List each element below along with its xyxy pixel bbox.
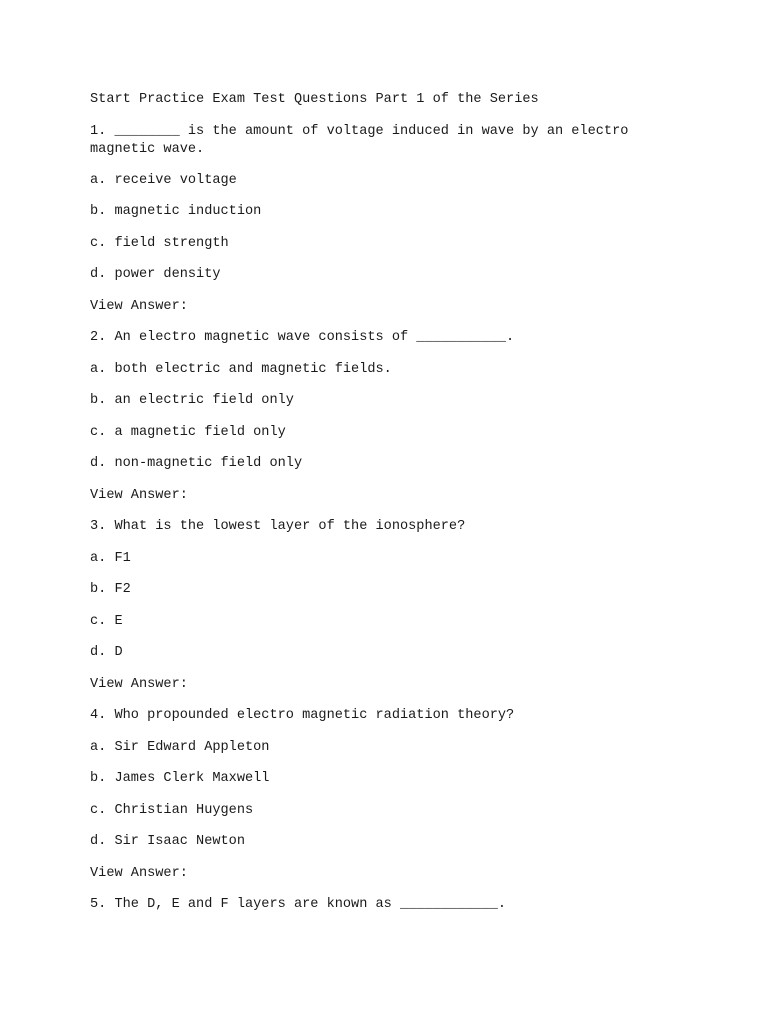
q3-option-c: c. E	[90, 613, 123, 629]
q1-option-a: a. receive voltage	[90, 172, 237, 188]
q3-view-answer[interactable]: View Answer:	[90, 676, 188, 692]
q1-option-c: c. field strength	[90, 235, 229, 251]
q4-view-answer[interactable]: View Answer:	[90, 865, 188, 881]
question-2: 2. An electro magnetic wave consists of ___________.	[90, 330, 515, 345]
question-5: 5. The D, E and F layers are known as ____________.	[90, 897, 507, 912]
q4-option-c: c. Christian Huygens	[90, 802, 254, 818]
q3-option-a: a. F1	[90, 550, 131, 566]
document-page	[90, 91, 690, 928]
q1-option-b: b. magnetic induction	[90, 204, 262, 219]
q4-option-a: a. Sir Edward Appleton	[90, 739, 270, 755]
q2-option-b: b. an electric field only	[90, 393, 294, 408]
question-3: 3. What is the lowest layer of the ionosphere?	[90, 519, 466, 534]
q3-option-d: d. D	[90, 645, 123, 660]
q2-option-c: c. a magnetic field only	[90, 424, 286, 440]
page-title: Start Practice Exam Test Questions Part 1 of the Series	[90, 92, 539, 107]
q4-option-b: b. James Clerk Maxwell	[90, 771, 270, 786]
q2-option-a: a. both electric and magnetic fields.	[90, 361, 392, 377]
q1-view-answer[interactable]: View Answer:	[90, 298, 188, 314]
q2-option-d: d. non-magnetic field only	[90, 456, 303, 471]
q3-option-b: b. F2	[90, 582, 131, 597]
q2-view-answer[interactable]: View Answer:	[90, 487, 188, 503]
q4-option-d: d. Sir Isaac Newton	[90, 834, 245, 849]
question-4: 4. Who propounded electro magnetic radiation theory?	[90, 708, 515, 723]
q1-option-d: d. power density	[90, 267, 221, 282]
question-1: 1. ________ is the amount of voltage induced in wave by an electro magnetic wave.	[90, 123, 629, 157]
